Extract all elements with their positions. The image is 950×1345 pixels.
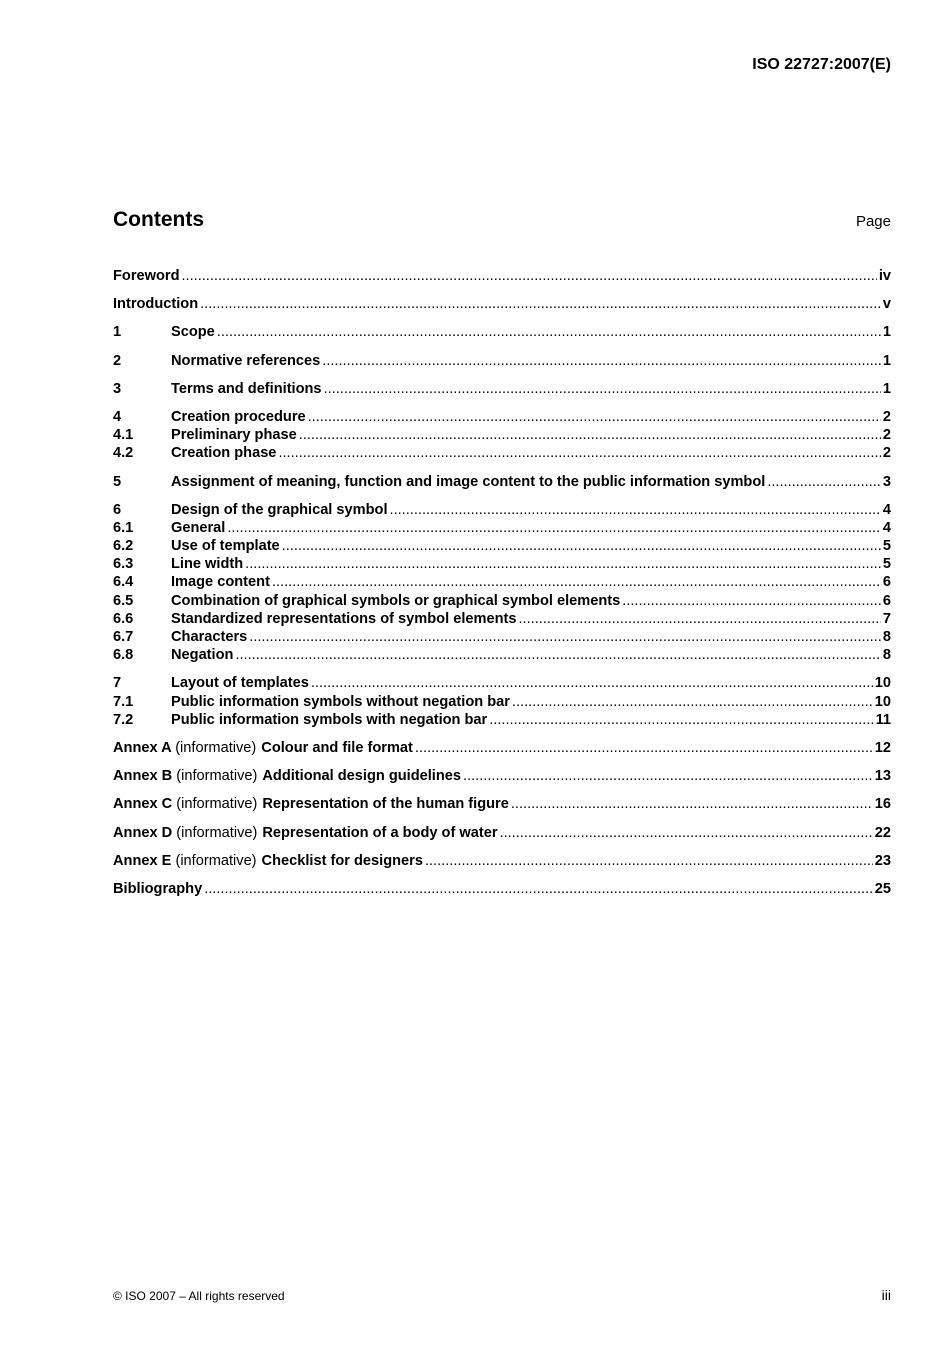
toc-entry-title: Assignment of meaning, function and image content to the public information symbol bbox=[171, 473, 766, 490]
toc-entry-number: 3 bbox=[113, 380, 122, 397]
dot-leader bbox=[272, 574, 881, 590]
contents-header bbox=[113, 208, 891, 232]
toc-annex-label bbox=[113, 740, 256, 756]
toc-annex-type: (informative) bbox=[176, 796, 258, 813]
toc-entry[interactable] bbox=[113, 694, 891, 712]
toc-entry-number: 6 bbox=[113, 501, 122, 518]
toc-entry-number: 6.4 bbox=[113, 574, 134, 591]
dot-leader bbox=[322, 353, 881, 369]
toc-group bbox=[113, 502, 891, 666]
dot-leader bbox=[463, 768, 873, 784]
toc-group bbox=[113, 353, 891, 371]
copyright-notice: © ISO 2007 – All rights reserved bbox=[113, 1289, 285, 1303]
toc-entry-page: 12 bbox=[874, 739, 891, 756]
toc-group bbox=[113, 381, 891, 399]
dot-leader bbox=[622, 593, 881, 609]
toc-group bbox=[113, 268, 891, 286]
toc-annex-type: (informative) bbox=[176, 768, 258, 785]
toc-entry[interactable] bbox=[113, 520, 891, 538]
toc-entry-title: General bbox=[171, 519, 226, 536]
toc-group bbox=[113, 796, 891, 814]
toc-entry-title: Representation of the human figure bbox=[262, 796, 509, 813]
dot-leader bbox=[512, 694, 873, 710]
toc-entry-title: Public information symbols with negation bar bbox=[171, 711, 488, 728]
toc-entry-title: Terms and definitions bbox=[171, 380, 322, 397]
toc-entry-page: 5 bbox=[882, 538, 891, 555]
dot-leader bbox=[390, 502, 881, 518]
dot-leader bbox=[204, 881, 873, 897]
toc-annex-id: Annex B bbox=[113, 768, 173, 785]
dot-leader bbox=[489, 712, 873, 728]
toc-entry[interactable] bbox=[113, 538, 891, 556]
toc-entry[interactable] bbox=[113, 427, 891, 445]
dot-leader bbox=[217, 324, 881, 340]
toc-entry-page: 10 bbox=[874, 693, 891, 710]
toc-entry[interactable] bbox=[113, 574, 891, 592]
toc-entry[interactable] bbox=[113, 353, 891, 371]
toc-group bbox=[113, 825, 891, 843]
toc-entry-number: 2 bbox=[113, 352, 122, 369]
toc-entry-title: Bibliography bbox=[113, 880, 203, 897]
toc-entry-page: 4 bbox=[882, 519, 891, 536]
toc-entry-number: 4 bbox=[113, 408, 122, 425]
toc-entry-number: 6.2 bbox=[113, 538, 134, 555]
toc-annex-type: (informative) bbox=[175, 852, 257, 869]
toc-annex-label bbox=[113, 768, 257, 784]
toc-entry-title: Negation bbox=[171, 647, 234, 664]
toc-entry-page: 2 bbox=[882, 445, 891, 462]
toc-entry-page: 11 bbox=[875, 711, 891, 728]
dot-leader bbox=[200, 296, 881, 312]
toc-annex-type: (informative) bbox=[175, 739, 257, 756]
dot-leader bbox=[282, 538, 881, 554]
page-title: Contents bbox=[113, 208, 204, 231]
toc-entry[interactable] bbox=[113, 712, 891, 730]
toc-entry-title: Image content bbox=[171, 574, 270, 591]
toc-annex-label bbox=[113, 796, 257, 812]
toc-entry-number: 7.2 bbox=[113, 711, 134, 728]
toc-entry[interactable] bbox=[113, 474, 891, 492]
toc-entry-number: 5 bbox=[113, 473, 122, 490]
toc-entry-page: 22 bbox=[874, 824, 891, 841]
toc-entry-title: Scope bbox=[171, 324, 215, 341]
toc-entry-title: Colour and file format bbox=[261, 739, 413, 756]
toc-entry-number: 6.1 bbox=[113, 519, 134, 536]
toc-group bbox=[113, 881, 891, 899]
dot-leader bbox=[308, 409, 881, 425]
toc-entry-page: 13 bbox=[874, 768, 891, 785]
toc-entry-page: 6 bbox=[882, 574, 891, 591]
toc-entry-page: 4 bbox=[882, 501, 891, 518]
toc-entry-page: 23 bbox=[874, 852, 891, 869]
toc-entry-title: Line width bbox=[171, 556, 244, 573]
toc-entry-title: Combination of graphical symbols or graphical symbol elements bbox=[171, 592, 621, 609]
toc-entry-title: Characters bbox=[171, 629, 248, 645]
toc-entry[interactable] bbox=[113, 445, 891, 463]
toc-entry-page: 7 bbox=[882, 610, 891, 627]
toc-group bbox=[113, 853, 891, 871]
toc-entry-title: Use of template bbox=[171, 538, 280, 555]
toc-annex-type: (informative) bbox=[176, 824, 258, 841]
toc-entry-number: 4.2 bbox=[113, 445, 134, 462]
toc-entry-title: Introduction bbox=[113, 296, 199, 313]
toc-annex-id: Annex C bbox=[113, 796, 173, 813]
toc-entry-page: iv bbox=[878, 268, 891, 284]
toc-entry[interactable] bbox=[113, 409, 891, 427]
dot-leader bbox=[518, 611, 880, 627]
toc-group bbox=[113, 296, 891, 314]
dot-leader bbox=[249, 629, 881, 645]
dot-leader bbox=[181, 268, 876, 284]
toc-entry[interactable] bbox=[113, 381, 891, 399]
toc-group bbox=[113, 740, 891, 758]
toc-entry-number: 6.3 bbox=[113, 556, 134, 573]
dot-leader bbox=[311, 675, 873, 691]
toc-entry-title: Representation of a body of water bbox=[262, 824, 498, 841]
toc-entry-page: 2 bbox=[882, 427, 891, 444]
toc-entry-page: 3 bbox=[882, 473, 891, 490]
toc-entry-page: 2 bbox=[882, 408, 891, 425]
toc-entry-title: Checklist for designers bbox=[261, 852, 423, 869]
toc-entry-title: Design of the graphical symbol bbox=[171, 501, 388, 518]
toc-entry[interactable] bbox=[113, 647, 891, 665]
dot-leader bbox=[511, 796, 873, 812]
toc-annex-id: Annex A bbox=[113, 739, 172, 756]
toc-entry[interactable] bbox=[113, 268, 891, 286]
toc-entry-title: Standardized representations of symbol elements bbox=[171, 610, 517, 627]
toc-entry[interactable] bbox=[113, 629, 891, 647]
toc-entry[interactable] bbox=[113, 768, 891, 786]
dot-leader bbox=[324, 381, 881, 397]
toc-entry[interactable] bbox=[113, 853, 891, 871]
toc-entry-title: Preliminary phase bbox=[171, 427, 297, 444]
toc-entry-page: 1 bbox=[882, 380, 891, 397]
toc-entry-page: 25 bbox=[874, 880, 891, 897]
toc-entry-number: 4.1 bbox=[113, 427, 134, 444]
toc-annex-label bbox=[113, 853, 257, 869]
dot-leader bbox=[767, 474, 881, 490]
toc-entry[interactable] bbox=[113, 796, 891, 814]
dot-leader bbox=[425, 853, 873, 869]
toc-entry[interactable] bbox=[113, 324, 891, 342]
page-number: iii bbox=[881, 1287, 891, 1303]
toc-entry[interactable] bbox=[113, 556, 891, 574]
toc-group bbox=[113, 768, 891, 786]
toc-entry[interactable] bbox=[113, 825, 891, 843]
toc-entry-page: 8 bbox=[882, 629, 891, 645]
toc-entry-title: Additional design guidelines bbox=[262, 768, 462, 785]
toc-entry-page: 8 bbox=[882, 647, 891, 664]
toc-entry[interactable] bbox=[113, 740, 891, 758]
toc-entry-number: 1 bbox=[113, 324, 122, 341]
dot-leader bbox=[278, 445, 880, 461]
toc-annex-id: Annex D bbox=[113, 824, 173, 841]
document-reference: ISO 22727:2007(E) bbox=[752, 56, 891, 73]
toc-annex-id: Annex E bbox=[113, 852, 172, 869]
dot-leader bbox=[245, 556, 881, 572]
toc-entry-page: 10 bbox=[874, 675, 891, 692]
dot-leader bbox=[500, 825, 873, 841]
toc-entry-page: 5 bbox=[882, 556, 891, 573]
toc-entry-title: Creation phase bbox=[171, 445, 277, 462]
toc-entry[interactable] bbox=[113, 675, 891, 693]
toc-group bbox=[113, 675, 891, 730]
table-of-contents bbox=[113, 268, 891, 909]
toc-entry-number: 7 bbox=[113, 675, 122, 692]
toc-entry-page: 6 bbox=[882, 592, 891, 609]
toc-entry-title: Layout of templates bbox=[171, 675, 309, 692]
toc-entry-title: Foreword bbox=[113, 268, 180, 284]
toc-group bbox=[113, 474, 891, 492]
toc-entry-title: Normative references bbox=[171, 352, 321, 369]
toc-annex-label bbox=[113, 825, 257, 841]
dot-leader bbox=[227, 520, 881, 536]
toc-entry[interactable] bbox=[113, 502, 891, 520]
toc-entry-page: 1 bbox=[882, 324, 891, 341]
toc-entry[interactable] bbox=[113, 881, 891, 899]
toc-entry-number: 6.6 bbox=[113, 610, 134, 627]
toc-entry-number: 6.7 bbox=[113, 629, 134, 645]
toc-entry-page: v bbox=[882, 296, 891, 313]
dot-leader bbox=[415, 740, 873, 756]
toc-entry[interactable] bbox=[113, 593, 891, 611]
toc-entry-title: Creation procedure bbox=[171, 408, 306, 425]
dot-leader bbox=[235, 647, 880, 663]
toc-entry[interactable] bbox=[113, 611, 891, 629]
toc-entry-page: 1 bbox=[882, 352, 891, 369]
toc-entry-page: 16 bbox=[874, 796, 891, 813]
toc-entry-number: 6.5 bbox=[113, 592, 134, 609]
toc-group bbox=[113, 409, 891, 464]
toc-entry-number: 6.8 bbox=[113, 647, 134, 664]
page-column-label: Page bbox=[855, 213, 891, 230]
toc-entry-title: Public information symbols without negation bar bbox=[171, 693, 510, 710]
toc-entry[interactable] bbox=[113, 296, 891, 314]
dot-leader bbox=[299, 427, 881, 443]
toc-group bbox=[113, 324, 891, 342]
toc-entry-number: 7.1 bbox=[113, 693, 134, 710]
